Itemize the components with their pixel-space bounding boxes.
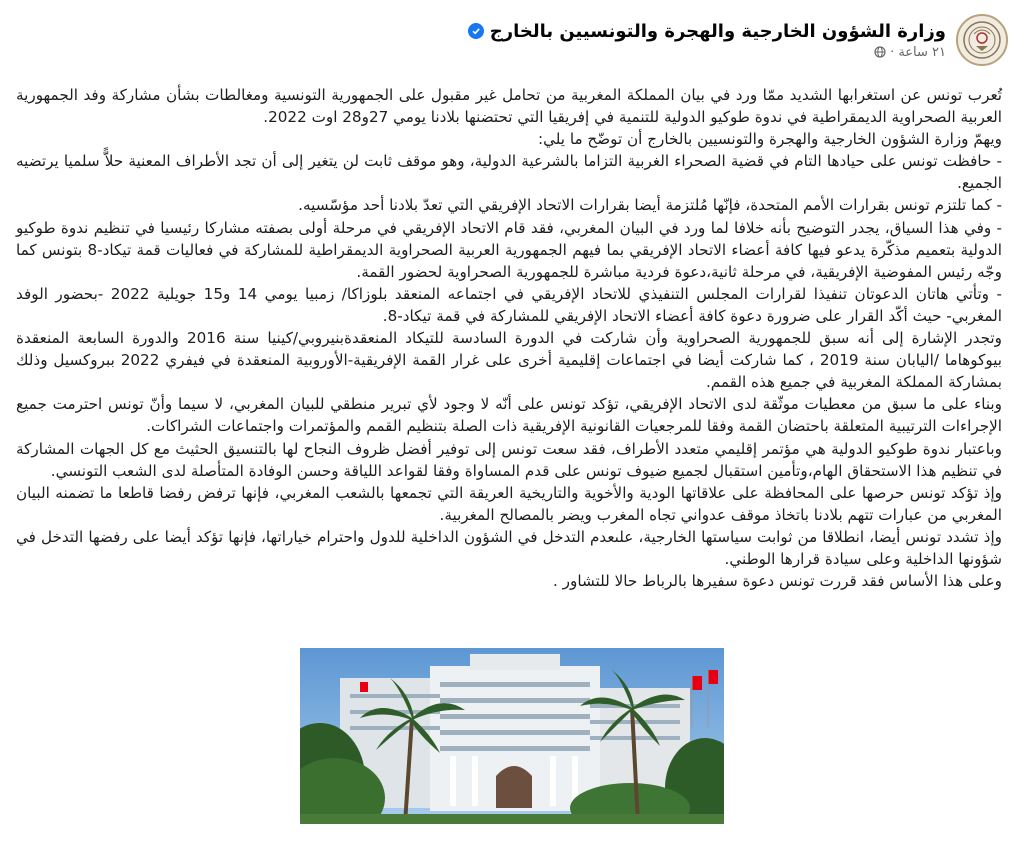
post-meta (468, 45, 946, 60)
post-paragraph: - حافظت تونس على حيادها التام في قضية الصحراء الغربية التزاما بالشرعية الدولية، وهو موقف ثابت لن يتغير إلى أن تجد الأطراف المعنية حلاًّ سلميا يرتضيه الجميع. (16, 152, 1002, 193)
ministry-building-photo[interactable] (300, 648, 724, 824)
post-body (16, 84, 1002, 592)
post-paragraph: تُعرب تونس عن استغرابها الشديد ممّا ورد في بيان المملكة المغربية من تحامل غير مقبول على الجمهورية التونسية ومغالطات بشأن مشاركة وفد الجمهورية العربية الصحراوية الديمقراطية في ندوة طوكيو الدولية للتنمية في إفريقيا التي تحتضنها بلادنا يومي 27و28 اوت 2022. (16, 86, 1002, 127)
post-time[interactable]: ٢١ ساعة (898, 44, 946, 60)
meta-separator: · (890, 44, 895, 60)
page-name-row (468, 21, 946, 42)
post-paragraph: ويهمّ وزارة الشؤون الخارجية والهجرة والتونسيين بالخارج أن توضّح ما يلي: (537, 130, 1002, 149)
post-paragraph: وباعتبار ندوة طوكيو الدولية هي مؤتمر إقليمي متعدد الأطراف، فقد سعت تونس إلى توفير أفضل ظروف النجاح لها بالتنسيق الحثيث مع كل الجهات المشاركة في تنظيم هذا الاستحقاق الهام،وتأمين استقبال لجميع ضيوف تونس على قدم المساواة وفقا لقواعد اللياقة وحسن الوفادة المتأصلة لدى الشعب التونسي. (16, 439, 1002, 480)
post-header (16, 14, 1008, 66)
page-avatar[interactable] (956, 14, 1008, 66)
post-paragraph: وإذ تشدد تونس أيضا، انطلاقا من ثوابت سياستها الخارجية، علىعدم التدخل في الشؤون الداخلية للدول واحترام خياراتها، فإنها تؤكد أيضا على رفضها التدخل في شؤونها الداخلية وعلى سيادة قرارها الوطني. (16, 527, 1002, 568)
post-paragraph: وبناء على ما سبق من معطيات موثّقة لدى الاتحاد الإفريقي، تؤكد تونس على أنّه لا وجود لأي تبرير منطقي للبيان المغربي، لا سيما وأنّ تونس احترمت جميع الإجراءات الترتيبية المتعلقة باحتضان القمة وفقا للمرجعيات القانونية الإفريقية ذات الصلة بتنظيم القمم والمؤتمرات واجتماعات الشراكات. (16, 395, 1002, 436)
post-paragraph: وتجدر الإشارة إلى أنه سبق للجمهورية الصحراوية وأن شاركت في الدورة السادسة للتيكاد المنعقدةبنيروبي/كينيا سنة 2016 والدورة السابعة المنعقدة بيوكوهاما /اليابان سنة 2019 ، كما شاركت أيضا في اجتماعات إقليمية أخرى على غرار القمة الإفريقية-الأوروبية المنعقدة في فيفري 2022 ببروكسيل وذلك بمشاركة المملكة المغربية في جميع هذه القمم. (16, 329, 1003, 392)
post-paragraph: - وتأتي هاتان الدعوتان تنفيذا لقرارات المجلس التنفيذي للاتحاد الإفريقي في اجتماعه المنعقد بلوزاكا/ زمبيا يومي 14 و15 جويلية 2022 -بحضور الوفد المغربي- حيث أكّد القرار على ضرورة دعوة كافة أعضاء الاتحاد الإفريقي للمشاركة في قمة تيكاد-8. (16, 284, 1002, 325)
ministry-seal-icon (962, 20, 1002, 60)
flag (692, 676, 702, 690)
post-paragraph: - كما تلتزم تونس بقرارات الأمم المتحدة، فإنّها مُلتزمة أيضا بقرارات الاتحاد الإفريقي التي تعدّ بلادنا أحد مؤسّسيه. (298, 196, 1002, 215)
flag (708, 670, 718, 684)
page-name[interactable]: وزارة الشؤون الخارجية والهجرة والتونسيين بالخارج (489, 20, 946, 42)
globe-icon[interactable] (874, 46, 886, 58)
post-paragraph: - وفي هذا السياق، يجدر التوضيح بأنه خلافا لما ورد في البيان المغربي، فقد قام الاتحاد الإفريقي في مرحلة أولى بصفته مشاركا رئيسيا في تنظيم ندوة طوكيو الدولية بتعميم مذكّرة يدعو فيها كافة أعضاء الاتحاد الإفريقي بما فيهم الجمهورية العربية الصحراوية الديمقراطية للمشاركة في فعاليات قمة تيكاد-8 بتونس كما وجّه رئيس المفوضية الإفريقية، في مرحلة ثانية،دعوة فردية مباشرة للجمهورية الصحراوية لحضور القمة. (16, 218, 1002, 281)
header-text (468, 21, 946, 60)
entrance-arch (496, 766, 532, 808)
verified-check-icon (468, 23, 484, 39)
post-paragraph: وإذ تؤكد تونس حرصها على المحافظة على علاقاتها الودية والأخوية والتاريخية العريقة التي تجمعها بالشعب المغربي، فإنها ترفض رفضا قاطعا ما تضمنه البيان المغربي من عبارات تتهم بلادنا باتخاذ موقف عدواني تجاه المغرب ويضر بالمصالح المغربية. (16, 483, 1002, 524)
post-paragraph: وعلى هذا الأساس فقد قررت تونس دعوة سفيرها بالرباط حالا للتشاور . (553, 572, 1002, 591)
